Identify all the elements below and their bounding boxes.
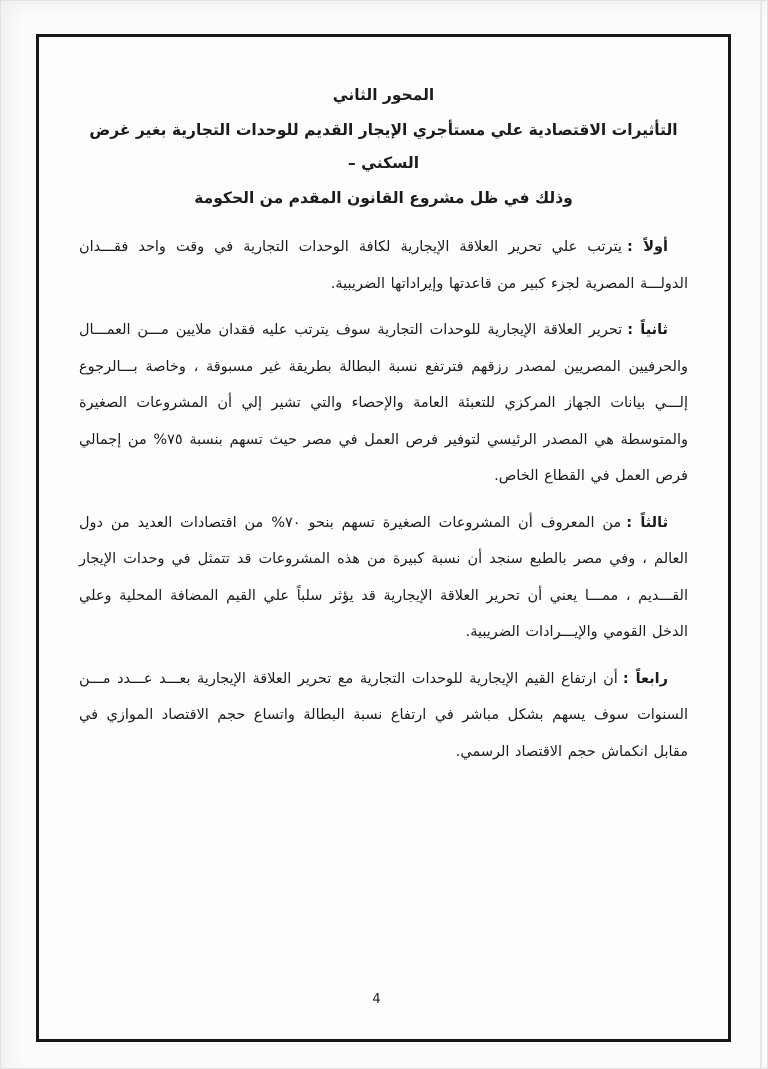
page-border-frame <box>36 34 731 1042</box>
paragraph-fourth-text: أن ارتفاع القيم الإيجارية للوحدات التجارية مع تحرير العلاقة الإيجارية بعـــد عـــدد مـــن السنوات سوف يسهم بشكل مباشر في ارتفاع نسبة البطالة واتساع حجم الاقتصاد الموازي في مقابل انكماش حجم الاقتصاد الرسمي. <box>79 670 688 760</box>
paragraph-third <box>79 505 688 651</box>
title-line-3: وذلك في ظل مشروع القانون المقدم من الحكومة <box>194 189 573 207</box>
page-content <box>79 79 688 770</box>
paragraph-second-text: تحرير العلاقة الإيجارية للوحدات التجارية سوف يترتب عليه فقدان ملايين مـــن العمـــال والحرفيين المصريين لمصدر رزقهم فترتفع نسبة البطالة بطريقة غير مسبوقة ، وخاصة بـــالرجوع إلـــي بيانات الجهاز المركزي للتعبئة العامة والإحصاء والتي تشير إلي أن المشروعات الصغيرة والمتوسطة هي المصدر الرئيسي لتوفير فرص العمل في مصر حيث تسهم بنسبة ٧٥% من إجمالي فرص العمل في القطاع الخاص. <box>79 322 688 484</box>
paragraph-second <box>79 312 688 495</box>
paragraph-third-lead: ثالثاً : <box>626 514 669 531</box>
paragraph-second-lead: ثانياً : <box>627 322 668 338</box>
paragraph-first-text: يترتب علي تحرير العلاقة الإيجارية لكافة الوحدات التجارية في وقت واحد فقـــدان الدولـــة المصرية لجزء كبير من قاعدتها وإيراداتها الضريبية. <box>79 239 688 292</box>
document-title <box>79 79 688 215</box>
paragraph-third-text: من المعروف أن المشروعات الصغيرة تسهم بنحو ٧٠% من اقتصادات العديد من دول العالم ، وفي مصر بالطبع سنجد أن نسبة كبيرة من هذه المشروعات قد تتمثل في وحدات الإيجار القـــديم ، ممـــا يعني أن تحرير العلاقة الإيجارية قد يؤثر سلباً علي القيم المضافة المحلية وعلي الدخل القومي والإيـــرادات الضريبية. <box>79 514 688 640</box>
paragraph-fourth <box>79 661 688 771</box>
title-line-1: المحور الثاني <box>332 86 435 104</box>
page-number: 4 <box>372 992 381 1007</box>
paragraph-first-lead: أولاً : <box>626 239 668 255</box>
paragraph-first <box>79 229 688 302</box>
title-line-2: التأثيرات الاقتصادية علي مستأجري الإيجار القديم للوحدات التجارية بغير غرض السكني – <box>89 121 678 172</box>
paragraph-fourth-lead: رابعاً : <box>622 670 668 687</box>
document-body <box>79 229 688 770</box>
